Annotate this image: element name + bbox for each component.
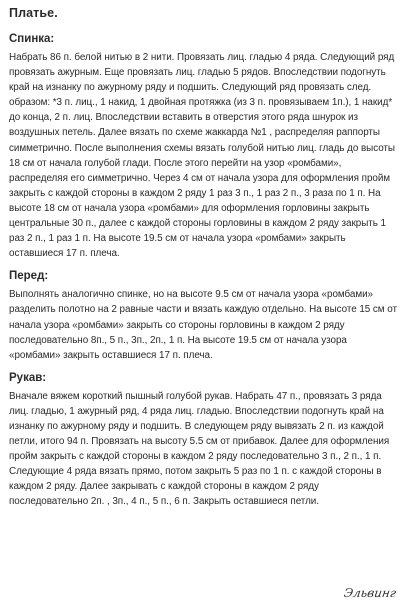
section-heading-sleeve: Рукав:	[9, 371, 47, 384]
signature: Эльвинг	[342, 586, 398, 600]
document	[9, 6, 399, 519]
section-heading-back: Спинка:	[9, 33, 55, 45]
section-text-front: Выполнять аналогично спинке, но на высоте 9.5 см от начала узора «ромбами» разделить полотно на 2 равные части и вязать каждую отдельно. На высоте 15 см от начала узора «ромбами» закрыть со стороны горловины в каждом 2 ряду последовательно 8п., 5 п., 3п., 2п., 1 п. На высоте 19.5 см от начала узора «ромбами» закрыть оставшиеся 17 п. плеча.	[9, 289, 397, 361]
section-text-back: Набрать 86 п. белой нитью в 2 нити. Провязать лиц. гладью 4 ряда. Следующий ряд провязать ажурным. Еще провязать лиц. гладью 5 рядов. Впоследствии подогнуть край на изнанку по ажурному ряду и подшить. Следующий ряд провязать след. образом: *3 п. лиц., 1 накид, 1 двойная протяжка (из 3 п. провязываем 1п.), 1 накид* до конца, 2 п. лиц. Впоследствии вставить в отверстия этого ряда шнурок из воздушных петель. Далее вязать по схеме жаккарда №1 , распределяя раппорты симметрично. После выполнения схемы вязать голубой нитью лиц. гладь до высоты 18 см от начала голубой глади. После этого перейти на узор «ромбами», распределяя его симметрично. Через 4 см от начала узора для оформления пройм закрыть с каждой стороны в каждом 2 ряду 1 раз 3 п., 1 раз 2 п., 3 раза по 1 п. На высоте 18 см от начала узора «ромбами» для оформления горловины закрыть центральные 30 п., далее с каждой стороны горловины в каждом 2 ряду закрыть 1 раз 2 п., 1 раз 1 п. На высоте 19.5 см от начала узора «ромбами» закрыть оставшиеся 17 п. плеча.	[9, 52, 395, 260]
page-title: Платье.	[9, 6, 58, 20]
section-heading-front: Перед:	[9, 270, 49, 283]
section-text-sleeve: Вначале вяжем короткий пышный голубой рукав. Набрать 47 п., провязать 3 ряда лиц. гладью, 1 ажурный ряд, 4 ряда лиц. гладью. Впоследствии подогнуть край на изнанку по ажурному ряду и подшить. В следующем ряду вывязать 2 п. из каждой петли, итого 94 п. Провязать на высоту 5.5 см от прибавок. Далее для оформления пройм закрыть с каждой стороны в каждом 2 ряду последовательно 3 п., 2 п., 1 п. Следующие 4 ряда вязать прямо, потом закрыть 5 раз по 1 п. с каждой стороны в каждом 2 ряду. Далее закрывать с каждой стороны в каждом 2 ряду последовательно 2п. , 3п., 4 п., 5 п., 6 п. Закрыть оставшиеся петли.	[9, 390, 390, 508]
